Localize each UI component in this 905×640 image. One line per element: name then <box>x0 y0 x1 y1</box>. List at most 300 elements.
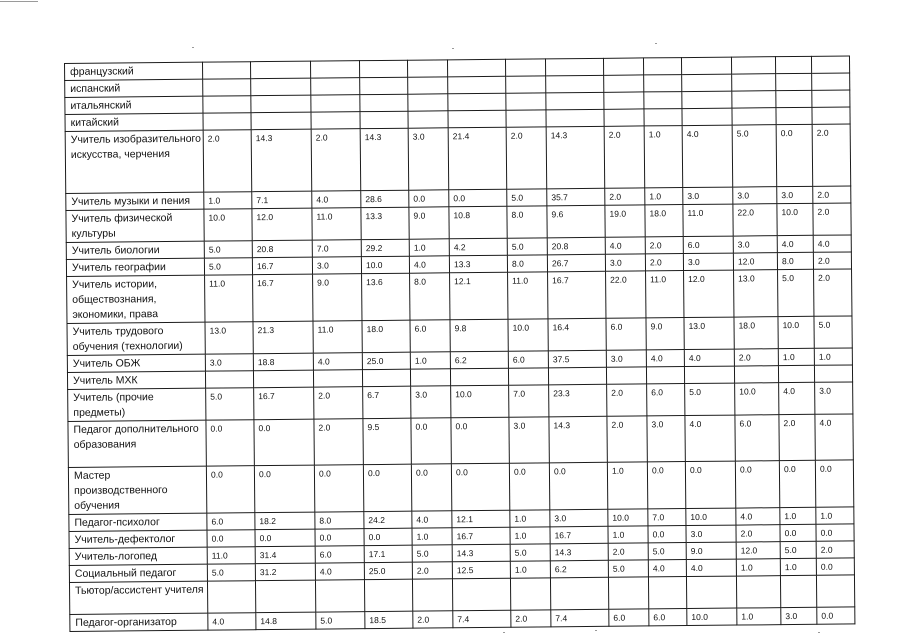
table-cell: 0.0 <box>451 417 509 464</box>
table-cell: 5.0 <box>507 189 547 206</box>
table-cell: 2.0 <box>314 387 363 419</box>
table-cell: 2.0 <box>412 562 452 579</box>
table-cell: 21.4 <box>448 127 507 190</box>
table-cell: 5.0 <box>204 258 252 275</box>
table-cell: 3.0 <box>683 187 733 204</box>
table-cell <box>644 109 682 126</box>
table-cell <box>408 77 448 94</box>
table-cell: 10.0 <box>451 385 509 418</box>
table-cell: 0.0 <box>255 529 315 547</box>
table-cell: 0.0 <box>735 461 779 508</box>
table-cell: 5.0 <box>608 560 648 577</box>
table-cell: 5.0 <box>507 238 547 255</box>
table-cell: 3.0 <box>411 386 451 418</box>
table-cell: 37.5 <box>548 350 606 368</box>
table-cell <box>408 94 448 111</box>
table-cell: 3.0 <box>408 128 449 190</box>
table-cell: 20.8 <box>547 237 605 255</box>
table-cell: 6.0 <box>508 351 548 368</box>
table-cell: 6.0 <box>606 318 646 350</box>
table-cell <box>452 578 510 611</box>
row-label: Учитель трудового обучения (технологии) <box>67 322 205 355</box>
table-cell: 19.0 <box>605 205 645 237</box>
row-label: Учитель-дефектолог <box>69 530 207 548</box>
table-cell: 0.0 <box>776 124 813 186</box>
table-cell: 7.0 <box>312 240 361 257</box>
table-cell: 9.8 <box>450 319 508 352</box>
table-cell <box>775 56 811 73</box>
table-cell: 2.0 <box>203 130 252 192</box>
table-cell <box>448 76 506 94</box>
table-cell: 4.0 <box>779 382 815 414</box>
table-cell <box>448 93 506 111</box>
row-label: Учитель-логопед <box>69 547 207 565</box>
table-cell <box>410 369 450 386</box>
table-cell: 3.0 <box>205 354 253 371</box>
table-cell: 7.0 <box>509 385 549 417</box>
table-row <box>67 269 852 324</box>
table-cell: 6.0 <box>649 609 687 626</box>
table-cell: 2.0 <box>506 127 547 189</box>
table-cell: 1.0 <box>644 126 683 188</box>
table-cell: 11.0 <box>646 271 684 318</box>
table-cell: 3.0 <box>550 509 608 527</box>
table-cell: 12.0 <box>684 270 734 317</box>
table-cell: 3.0 <box>781 607 817 624</box>
table-cell <box>362 369 410 386</box>
table-cell <box>603 58 643 75</box>
table-cell: 10.0 <box>361 256 409 273</box>
table-cell <box>407 60 447 77</box>
scan-speck <box>655 43 657 44</box>
table-cell: 11.0 <box>205 275 253 322</box>
scan-speck <box>192 47 194 48</box>
table-cell <box>548 367 606 385</box>
table-cell: 0.0 <box>815 460 853 507</box>
table-cell <box>732 91 776 108</box>
table-cell: 1.0 <box>510 527 550 544</box>
table-cell <box>812 90 850 107</box>
table-cell: 8.0 <box>777 252 813 269</box>
table-cell: 5.0 <box>648 543 686 560</box>
table-cell: 7.0 <box>648 509 686 526</box>
table-cell: 23.3 <box>549 384 607 417</box>
table-cell: 12.0 <box>736 542 780 559</box>
table-cell: 10.0 <box>608 509 648 526</box>
table-cell: 3.0 <box>733 187 777 204</box>
table-cell <box>682 91 732 108</box>
table-cell <box>311 95 360 112</box>
table-cell <box>251 112 311 130</box>
table-cell: 6.0 <box>207 513 255 530</box>
table-cell: 2.0 <box>607 384 647 416</box>
table-cell <box>250 61 310 79</box>
table-cell: 6.2 <box>550 560 608 578</box>
row-label: Педагог-психолог <box>69 513 207 531</box>
table-cell: 1.0 <box>607 462 647 509</box>
table-cell: 12.0 <box>733 253 777 270</box>
table-cell: 4.0 <box>684 349 734 366</box>
table-cell <box>731 57 775 74</box>
table-cell: 0.0 <box>254 419 314 466</box>
scan-speck <box>452 48 454 49</box>
table-cell: 4.0 <box>412 511 452 528</box>
table-cell <box>546 92 604 110</box>
table-cell: 0.0 <box>509 463 549 510</box>
table-cell <box>506 93 546 110</box>
row-label: Учитель (прочие предметы) <box>68 388 206 421</box>
table-cell <box>545 58 603 76</box>
table-cell: 2.0 <box>736 525 780 542</box>
table-cell <box>202 62 250 79</box>
table-cell: 4.0 <box>409 256 449 273</box>
row-label: Учитель изобразительного искусства, черчения <box>65 130 204 193</box>
table-cell: 6.0 <box>683 236 733 253</box>
table-cell: 6.0 <box>647 384 685 416</box>
table-cell <box>360 77 408 94</box>
table-cell: 16.7 <box>252 257 312 275</box>
row-label: Педагог-организатор <box>70 613 208 631</box>
row-label: китайский <box>65 113 203 131</box>
row-label: Педагог дополнительного образования <box>68 420 206 467</box>
staff-statistics-table <box>64 55 855 632</box>
table-cell: 14.3 <box>452 544 510 562</box>
table-cell: 2.0 <box>607 416 647 462</box>
table-cell: 10.0 <box>687 608 737 625</box>
table-cell: 2.0 <box>413 611 453 628</box>
table-cell <box>604 109 644 126</box>
table-cell: 1.0 <box>510 510 550 527</box>
table-cell: 9.6 <box>547 205 605 238</box>
table-cell: 22.0 <box>733 204 777 236</box>
table-cell: 28.6 <box>361 190 409 207</box>
table-cell <box>776 73 812 90</box>
table-cell: 26.7 <box>547 254 605 272</box>
table-cell <box>508 368 548 385</box>
table-cell: 0.0 <box>647 462 685 509</box>
table-cell <box>684 366 734 383</box>
table-cell: 4.0 <box>312 191 361 208</box>
row-label: Тьютор/ассистент учителя <box>69 581 207 614</box>
table-row <box>65 124 851 194</box>
table-cell: 0.0 <box>207 530 255 547</box>
table-cell: 2.0 <box>604 126 645 188</box>
table-cell: 16.7 <box>550 526 608 544</box>
table-cell: 0.0 <box>451 463 509 511</box>
table-cell: 21.3 <box>253 321 313 354</box>
table-cell <box>811 56 849 73</box>
table-cell: 1.0 <box>409 239 449 256</box>
table-cell: 8.0 <box>507 206 547 238</box>
table-cell: 11.0 <box>207 547 255 564</box>
table-cell: 1.0 <box>737 608 781 625</box>
table-cell: 10.8 <box>449 206 507 239</box>
table-cell <box>681 57 731 74</box>
table-cell: 8.0 <box>410 273 450 320</box>
scan-speck <box>595 630 597 631</box>
table-cell: 3.0 <box>312 257 361 274</box>
table-cell <box>251 78 311 96</box>
table-cell <box>203 79 251 96</box>
table-cell: 9.0 <box>686 542 736 559</box>
table-cell: 0.0 <box>206 466 254 513</box>
row-label: Учитель ОБЖ <box>67 354 205 372</box>
table-cell <box>205 371 253 388</box>
table-cell <box>736 576 780 608</box>
table-cell: 2.0 <box>608 543 648 560</box>
table-cell <box>408 111 448 128</box>
table-cell: 6.0 <box>609 609 649 626</box>
table-cell: 1.0 <box>778 348 814 365</box>
table-cell: 31.2 <box>255 563 315 581</box>
table-cell: 14.8 <box>256 612 316 630</box>
table-cell: 6.0 <box>735 415 779 461</box>
row-label: французский <box>65 62 203 80</box>
table-cell: 10.0 <box>686 508 736 525</box>
table-cell: 2.0 <box>734 349 778 366</box>
table-cell: 22.0 <box>606 271 646 318</box>
table-cell: 0.0 <box>314 465 363 512</box>
table-cell: 14.3 <box>549 416 607 463</box>
table-cell: 12.1 <box>452 510 510 528</box>
table-cell: 4.0 <box>815 414 853 460</box>
table-cell: 2.0 <box>645 254 683 271</box>
table-cell: 0.0 <box>648 526 686 543</box>
table-cell: 2.0 <box>816 541 854 558</box>
table-cell <box>360 94 408 111</box>
table-cell: 5.0 <box>207 564 255 581</box>
table-cell: 13.3 <box>449 255 507 273</box>
table-cell: 9.5 <box>363 418 411 464</box>
table-cell <box>412 579 452 611</box>
table-cell: 0.0 <box>549 462 607 510</box>
table-cell: 2.0 <box>813 203 851 235</box>
table-cell: 11.0 <box>312 208 361 240</box>
table-cell <box>550 577 608 610</box>
table-cell: 1.0 <box>410 352 450 369</box>
table-cell <box>644 92 682 109</box>
table-cell <box>776 90 812 107</box>
table-cell: 14.3 <box>550 543 608 561</box>
table-cell: 2.0 <box>645 237 683 254</box>
table-cell: 0.0 <box>816 524 854 541</box>
table-cell <box>812 73 850 90</box>
table-cell <box>814 365 852 382</box>
table-cell: 4.0 <box>646 350 684 367</box>
table-cell <box>448 110 506 128</box>
table-cell <box>546 109 604 127</box>
table-cell: 7.4 <box>453 610 511 628</box>
table-body <box>65 56 855 632</box>
table-cell: 10.0 <box>508 319 548 351</box>
table-cell: 3.0 <box>647 416 685 462</box>
table-cell: 2.0 <box>311 129 361 191</box>
table-cell: 3.0 <box>606 350 646 367</box>
table-cell: 0.0 <box>363 464 411 511</box>
table-cell: 5.0 <box>206 388 254 420</box>
table-cell <box>686 576 736 608</box>
table-cell: 5.0 <box>510 544 550 561</box>
table-cell: 0.0 <box>779 460 815 507</box>
table-cell <box>203 96 251 113</box>
table-cell: 4.0 <box>686 559 736 576</box>
table-cell <box>207 581 255 613</box>
table-cell <box>682 108 732 125</box>
table-cell: 13.6 <box>362 273 410 320</box>
table-cell: 12.1 <box>450 272 508 320</box>
row-label: Учитель физической культуры <box>66 209 204 242</box>
row-label: Учитель музыки и пения <box>66 192 204 210</box>
table-cell: 13.0 <box>684 317 734 349</box>
table-cell <box>313 370 362 387</box>
table-cell <box>776 107 812 124</box>
table-cell: 3.0 <box>686 525 736 542</box>
table-cell <box>816 575 854 607</box>
table-cell: 5.0 <box>412 545 452 562</box>
table-cell: 9.0 <box>646 318 684 350</box>
table-cell: 2.0 <box>813 252 851 269</box>
table-cell <box>251 95 311 113</box>
table-cell: 2.0 <box>779 414 815 460</box>
table-cell: 13.3 <box>361 207 409 239</box>
table-cell: 4.0 <box>813 235 851 252</box>
table-cell <box>732 108 776 125</box>
table-cell: 25.0 <box>362 352 410 369</box>
table-cell: 3.0 <box>777 186 813 203</box>
table-cell: 29.2 <box>361 239 409 256</box>
table-cell: 3.0 <box>733 236 777 253</box>
table-cell: 12.5 <box>452 561 510 579</box>
table-cell: 4.2 <box>449 238 507 256</box>
table-cell: 0.0 <box>411 418 451 464</box>
table-cell <box>644 75 682 92</box>
table-cell: 3.0 <box>509 417 549 463</box>
table-cell: 12.0 <box>252 208 312 241</box>
row-label: Учитель МХК <box>67 371 205 389</box>
table-cell: 2.0 <box>605 188 645 205</box>
table-cell: 6.7 <box>363 386 411 418</box>
table-cell: 4.0 <box>313 353 362 370</box>
table-cell: 18.5 <box>365 611 413 628</box>
table-cell: 25.0 <box>364 562 412 579</box>
table-cell <box>546 75 604 93</box>
table-cell: 1.0 <box>645 188 683 205</box>
table-cell: 1.0 <box>204 192 252 209</box>
table-cell: 0.0 <box>411 464 451 511</box>
table-cell: 11.0 <box>683 204 733 236</box>
table-cell: 8.0 <box>507 255 547 272</box>
table-cell: 6.0 <box>315 546 364 563</box>
table-cell <box>255 580 315 613</box>
table-cell: 18.0 <box>645 205 683 237</box>
table-cell: 5.0 <box>685 383 735 415</box>
table-cell: 16.7 <box>254 387 314 420</box>
table-cell: 2.0 <box>511 610 551 627</box>
table-cell: 4.0 <box>208 613 256 630</box>
table-cell: 18.0 <box>734 317 778 349</box>
table-cell: 2.0 <box>814 269 852 316</box>
table-cell <box>606 367 646 384</box>
table-cell: 13.0 <box>205 322 253 354</box>
scan-speck <box>818 632 820 633</box>
table-cell <box>450 368 508 386</box>
table-cell: 5.0 <box>316 612 365 629</box>
table-cell: 18.0 <box>362 320 410 352</box>
table-cell: 1.0 <box>412 528 452 545</box>
table-cell: 16.7 <box>548 271 606 319</box>
table-cell <box>812 107 850 124</box>
table-cell: 16.7 <box>253 274 313 322</box>
table-cell <box>505 59 545 76</box>
table-cell: 14.3 <box>360 128 409 190</box>
table-cell: 5.0 <box>204 241 252 258</box>
table-cell: 1.0 <box>814 348 852 365</box>
table-cell: 0.0 <box>816 558 854 575</box>
table-cell <box>682 74 732 91</box>
table-cell <box>646 367 684 384</box>
table-cell: 4.0 <box>682 125 733 187</box>
table-cell <box>732 74 776 91</box>
table-cell: 1.0 <box>816 507 854 524</box>
table-cell: 1.0 <box>608 526 648 543</box>
table-cell: 7.1 <box>252 191 312 209</box>
table-cell: 11.0 <box>508 272 548 319</box>
table-cell: 31.4 <box>255 546 315 564</box>
table-cell: 16.4 <box>548 318 606 351</box>
table-cell: 10.0 <box>204 209 252 241</box>
table-cell: 10.0 <box>778 316 814 348</box>
table-cell: 0.0 <box>817 607 855 624</box>
table-cell <box>364 579 412 611</box>
table-cell: 5.0 <box>778 269 814 316</box>
scan-speck <box>503 632 505 633</box>
table-cell: 0.0 <box>685 461 735 508</box>
table-cell <box>253 370 313 388</box>
table-cell: 24.2 <box>364 511 412 528</box>
table-cell: 1.0 <box>780 558 816 575</box>
table-cell <box>311 112 360 129</box>
table-cell: 4.0 <box>777 235 813 252</box>
table-cell <box>359 60 407 77</box>
table-cell: 4.0 <box>685 415 735 461</box>
table-cell <box>315 580 364 612</box>
table-cell: 4.0 <box>605 237 645 254</box>
row-label: Учитель биологии <box>66 241 204 259</box>
table-cell: 18.8 <box>253 353 313 371</box>
table-cell: 17.1 <box>364 545 412 562</box>
table-cell: 6.2 <box>450 351 508 369</box>
table-cell <box>648 577 686 609</box>
table-cell <box>447 59 505 77</box>
table-cell: 4.0 <box>648 560 686 577</box>
table-cell: 2.0 <box>813 186 851 203</box>
table-cell: 4.0 <box>736 508 780 525</box>
table-cell: 1.0 <box>736 559 780 576</box>
table-cell <box>608 577 648 609</box>
table-cell: 1.0 <box>510 561 550 578</box>
table-cell <box>311 78 360 95</box>
table-cell: 14.3 <box>546 126 605 189</box>
table-cell: 2.0 <box>812 124 851 186</box>
table-cell: 11.0 <box>313 321 362 353</box>
row-label: Социальный педагог <box>69 564 207 582</box>
table-cell: 6.0 <box>410 320 450 352</box>
table-cell: 10.0 <box>777 203 813 235</box>
scan-edge-line <box>0 1 38 2</box>
table-cell: 10.0 <box>735 383 779 415</box>
table-cell: 0.0 <box>364 528 412 545</box>
row-label: Мастер производственного обучения <box>68 466 206 514</box>
